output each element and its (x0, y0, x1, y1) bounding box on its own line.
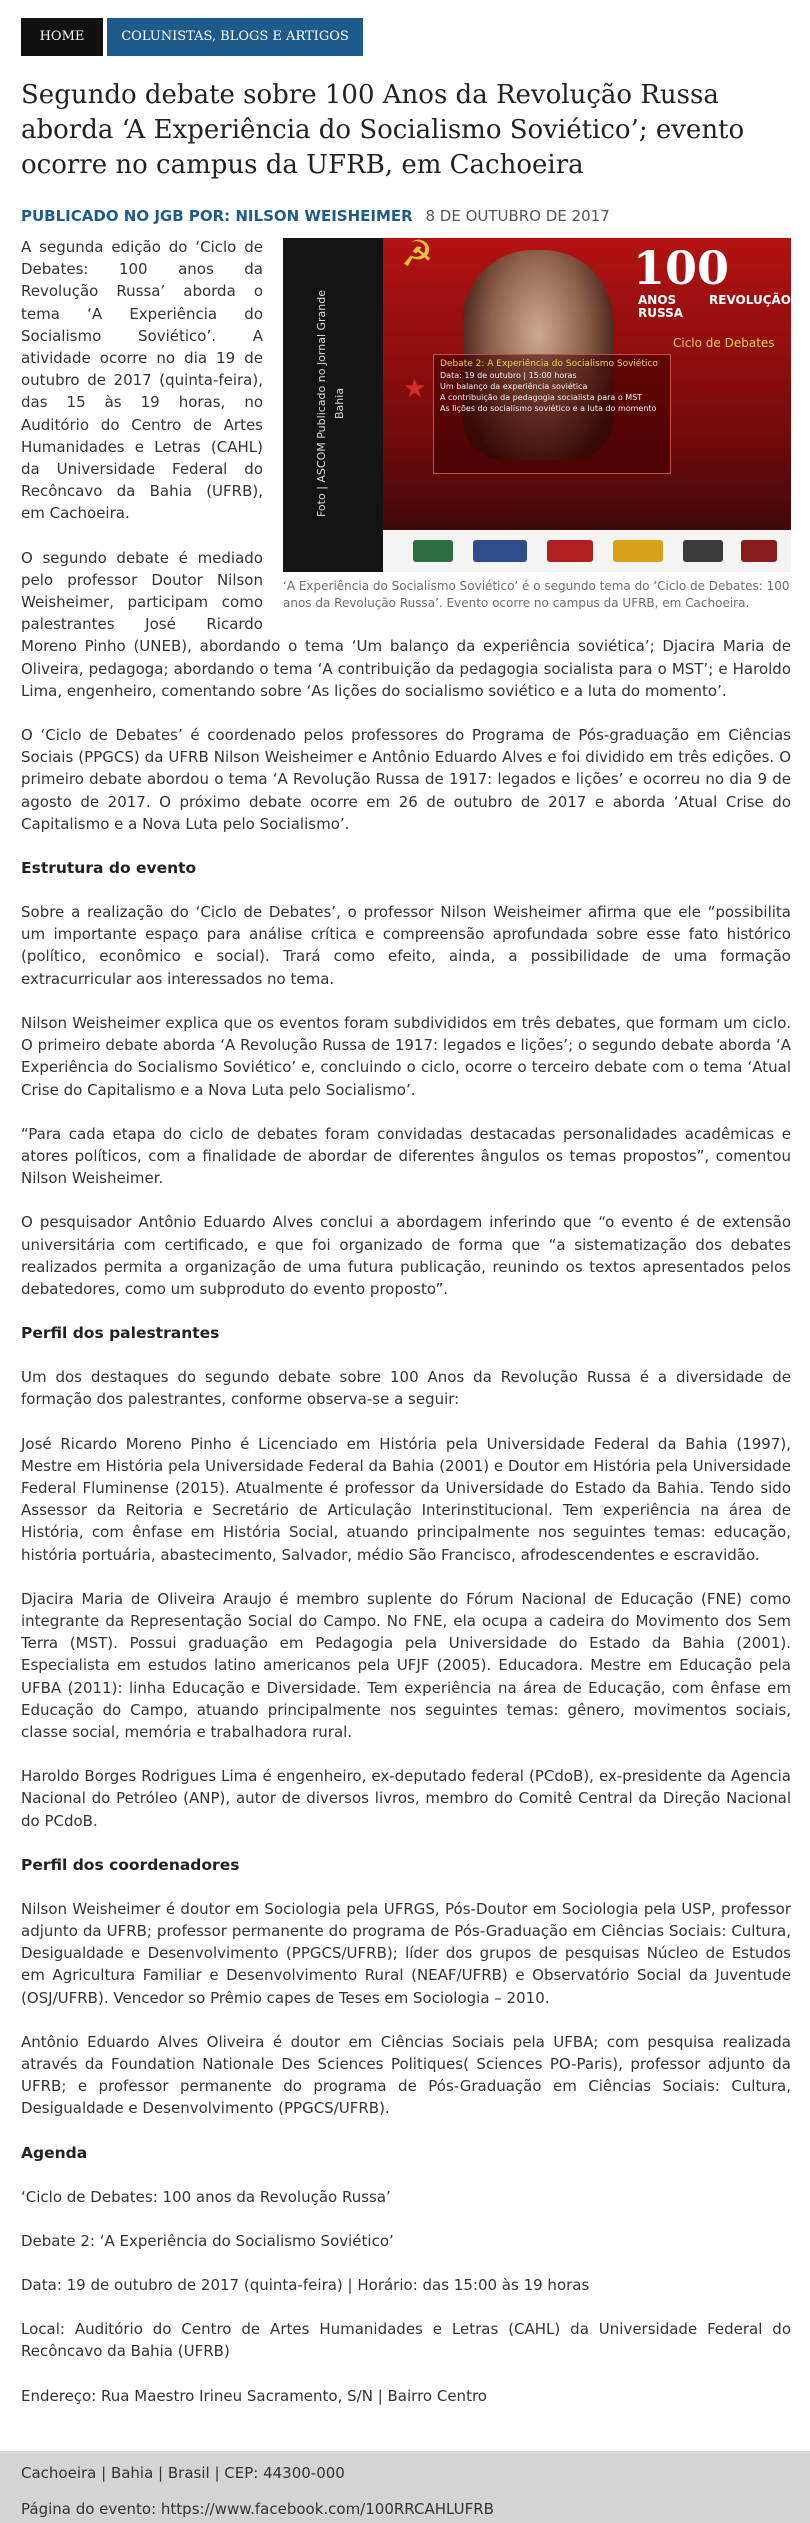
section-heading: Perfil dos palestrantes (21, 1324, 220, 1343)
event-poster-image[interactable] (283, 238, 791, 572)
poster-heading: Debate 2: A Experiência do Socialismo Soviético (440, 359, 658, 369)
paragraph: Djacira Maria de Oliveira Araujo é membro suplente do Fórum Nacional de Educação (FNE) como integrante da Representação Social do Campo. No FNE, ela ocupa a cadeira do Movimento dos Sem Terra (MST). Possui graduação em Pedagogia pela Universidade do Estado da Bahia (2001). Especialista em estudos latino americanos pela UFJF (2005). Educadora. Mestre em Educação pela UFBA (2011): linha Educação e Diversidade. Tem experiência na área de Educação, com ênfase em Educação do Campo, atuando principalmente nos seguintes temas: gênero, movimentos sociais, classe social, memória e trabalhadora rural. (21, 1589, 791, 1741)
poster-info-box (433, 354, 671, 474)
article-body (21, 236, 791, 2429)
cahl-logo-icon (473, 540, 527, 562)
author-link[interactable]: PUBLICADO NO JGB POR: NILSON WEISHEIMER (21, 207, 413, 225)
hammer-sickle-icon: ☭ (401, 238, 434, 275)
poster-photo-credit: Foto | ASCOM Publicado no Jornal Grande Bahia (315, 289, 346, 517)
paragraph: O ‘Ciclo de Debates’ é coordenado pelos professores do Programa de Pós-graduação em Ciências Sociais (PPGCS) da UFRB Nilson Weisheimer e Antônio Eduardo Alves e foi dividido em três edições. O primeiro debate abordou o tema ‘A Revolução Russa de 1917: legados e lições’ e ocorreu no dia 9 de agosto de 2017. O próximo debate ocorre em 26 de outubro de 2017 e aborda ‘Atual Crise do Capitalismo e a Nova Luta pelo Socialismo’. (21, 726, 791, 833)
paragraph: A segunda edição do ‘Ciclo de Debates: 100 anos da Revolução Russa’ aborda o tema ‘A Experiência do Socialismo Soviético’. A atividade ocorre no dia 19 de outubro de 2017 (quinta-feira), das 15 às 19 horas, no Auditório do Centro de Artes Humanidades e Letras (CAHL) da Universidade Federal do Recôncavo da Bahia (UFRB), em Cachoeira. (21, 238, 263, 523)
neaf-logo-icon (613, 540, 663, 562)
paragraph: Sobre a realização do ‘Ciclo de Debates’, o professor Nilson Weisheimer afirma que ele “possibilita um importante espaço para análise crítica e compreensão aprofundada sobre esse fato histórico (político, econômico e social). Trará como efeito, ainda, a possibilidade de uma formação extracurricular aos interessados no tema. (21, 903, 791, 988)
poster-item: As lições do socialismo soviético e a luta do momento (440, 404, 657, 413)
figure-caption: ‘A Experiência do Socialismo Soviético’ é o segundo tema do ‘Ciclo de Debates: 100 anos da Revolução Russa’. Evento ocorre no campus da UFRB, em Cachoeira. (283, 579, 790, 610)
agenda-item: Debate 2: ‘A Experiência do Socialismo Soviético’ (21, 2231, 394, 2250)
partner-logo-icon (741, 540, 777, 562)
top-nav (21, 18, 363, 56)
paragraph: Haroldo Borges Rodrigues Lima é engenheiro, ex-deputado federal (PCdoB), ex-presidente da Agencia Nacional do Petróleo (ANP), autor de diversos livros, membro do Comitê Central da Direção Nacional do PCdoB. (21, 1767, 791, 1830)
ppgcs-logo-icon (547, 540, 593, 562)
ufrb-logo-icon (413, 540, 453, 562)
section-heading: Agenda (21, 2143, 88, 2162)
article-title: Segundo debate sobre 100 Anos da Revolução Russa aborda ‘A Experiência do Socialismo Soviético’; evento ocorre no campus da UFRB, em Cachoeira (21, 80, 745, 180)
nav-blogs-link[interactable]: COLUNISTAS, BLOGS E ARTIGOS (107, 18, 363, 56)
paragraph: “Para cada etapa do ciclo de debates foram convidadas destacadas personalidades acadêmicas e atores políticos, com a finalidade de abordar de diferentes ângulos os temas propostos”, comentou Nilson Weisheimer. (21, 1124, 791, 1188)
article-figure (283, 238, 791, 612)
poster-title: ANOS REVOLUÇÃO RUSSA (638, 293, 791, 320)
paragraph: Nilson Weisheimer é doutor em Sociologia pela UFRGS, Pós-Doutor em Sociologia pela USP, professor adjunto da UFRB; professor permanente do programa de Pós-Graduação em Ciências Sociais: Cultura, Desigualdade e Desenvolvimento (PPGCS/UFRB); líder dos grupos de pesquisas Núcleo de Estudos em Agricultura Familiar e Desenvolvimento Rural (NEAF/UFRB) e Observatório Social da Juventude (OSJ/UFRB). Vencedor so Prêmio capes de Teses em Sociologia – 2010. (21, 1899, 791, 2007)
agenda-item: ‘Ciclo de Debates: 100 anos da Revolução Russa’ (21, 2187, 391, 2206)
poster-item: A contribuição da pedagogia socialista para o MST (440, 393, 643, 402)
star-icon: ★ (403, 374, 427, 404)
footer-band (0, 2451, 810, 2523)
paragraph: O segundo debate é mediado pelo professor Doutor Nilson Weisheimer, participam como palestrantes José Ricardo Moreno Pinho (UNEB), abordando o tema ‘Um balanço da experiência soviética’; Djacira Maria de Oliveira, pedagoga; abordando o tema ‘A contribuição da pedagogia socialista para o MST’; e Haroldo Lima, engenheiro, comentando sobre ‘As lições do socialismo soviético e a luta do momento’. (21, 548, 791, 700)
agenda-item: Data: 19 de outubro de 2017 (quinta-feira) | Horário: das 15:00 às 19 horas (21, 2276, 590, 2295)
poster-date: Data: 19 de outubro | 15:00 horas (440, 371, 577, 380)
section-heading: Estrutura do evento (21, 859, 197, 878)
paragraph: Um dos destaques do segundo debate sobre 100 Anos da Revolução Russa é a diversidade de formação dos palestrantes, conforme observa-se a seguir: (21, 1368, 791, 1409)
poster-cycle: Ciclo de Debates (673, 336, 775, 350)
byline (21, 206, 610, 226)
paragraph: Nilson Weisheimer explica que os eventos foram subdivididos em três debates, que formam um ciclo. O primeiro debate aborda ‘A Revolução Russa de 1917: legados e lições’; o segundo debate aborda ‘A Experiência do Socialismo Soviético’ e, concluindo o ciclo, ocorre o terceiro debate com o tema ‘Atual Crise do Capitalismo e a Nova Luta pelo Socialismo’. (21, 1013, 791, 1099)
nav-home-link[interactable]: HOME (21, 18, 103, 56)
paragraph: Antônio Eduardo Alves Oliveira é doutor em Ciências Sociais pela UFBA; com pesquisa realizada através da Foundation Nationale Des Sciences Politiques( Sciences PO-Paris), professor adjunto da UFRB; e professor permanente do programa de Pós-Graduação em Ciências Sociais: Cultura, Desigualdade e Desenvolvimento (PPGCS/UFRB). (21, 2032, 791, 2118)
poster-item: Um balanço da experiência soviética (440, 382, 588, 391)
paragraph: José Ricardo Moreno Pinho é Licenciado em História pela Universidade Federal da Bahia (1997), Mestre em História pela Universidade Federal da Bahia (2001) e Doutor em História pela Universidade Federal Fluminense (2015). Atualmente é professor da Universidade do Estado da Bahia. Tendo sido Assessor da Reitoria e Secretário de Articulação Interinstitucional. Tem experiência na área de História, com ênfase em História Social, atuando principalmente nos seguintes temas: educação, história portuária, abastecimento, Salvador, médio São Francisco, afrodescendentes e escravidão. (21, 1434, 791, 1564)
publish-date: 8 DE OUTUBRO DE 2017 (425, 207, 610, 225)
agenda-item: Local: Auditório do Centro de Artes Humanidades e Letras (CAHL) da Universidade Federal do Recôncavo da Bahia (UFRB) (21, 2320, 791, 2361)
paragraph: O pesquisador Antônio Eduardo Alves conclui a abordagem inferindo que “o evento é de extensão universitária com certificado, e que foi organizado de forma que “a sistematização dos debates realizados permita a organização de uma futura publicação, reunindo os textos apresentados pelos debatedores, como um subproduto do evento proposto”. (21, 1213, 791, 1298)
footer-event-link[interactable]: Página do evento: https://www.facebook.com/100RRCAHLUFRB (21, 2500, 494, 2518)
footer-address: Cachoeira | Bahia | Brasil | CEP: 44300-000 (21, 2464, 345, 2482)
section-heading: Perfil dos coordenadores (21, 1855, 240, 1874)
agenda-item: Endereço: Rua Maestro Irineu Sacramento, S/N | Bairro Centro (21, 2386, 487, 2405)
poster-big-number: 100 (633, 241, 730, 295)
osj-logo-icon (683, 540, 723, 562)
